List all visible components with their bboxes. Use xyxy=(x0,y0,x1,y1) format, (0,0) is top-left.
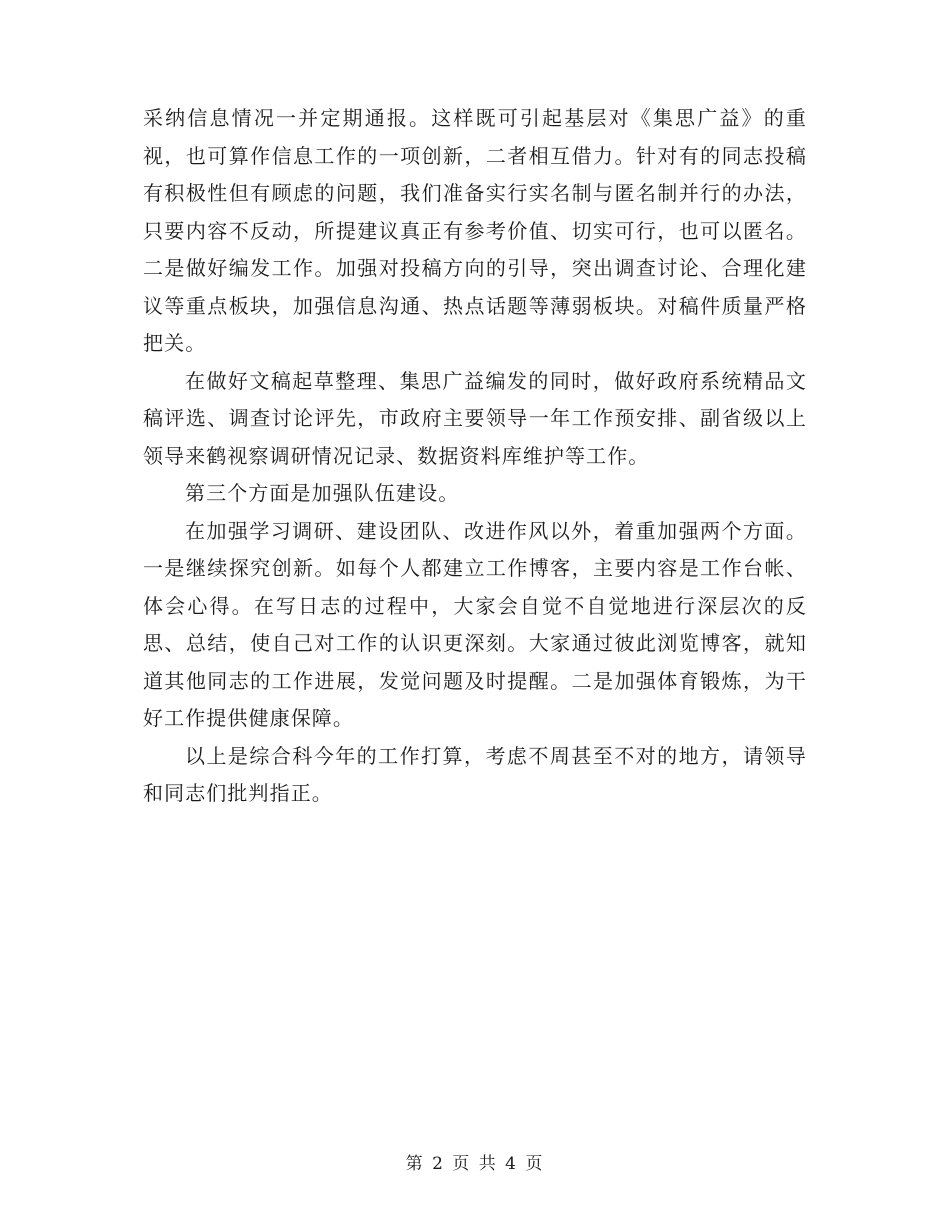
body-text xyxy=(143,100,807,813)
paragraph-section-heading: 第三个方面是加强队伍建设。 xyxy=(185,481,460,505)
paragraph-drafting-work: 在做好文稿起草整理、集思广益编发的同时，做好政府系统精品文稿评选、调查讨论评先，市政府主要领导一年工作预安排、副省级以上领导来鹤视察调研情况记录、数据资料库维护等工作。 xyxy=(143,368,807,468)
paragraph-closing: 以上是综合科今年的工作打算，考虑不周甚至不对的地方，请领导和同志们批判指正。 xyxy=(143,743,807,805)
paragraph-continued: 采纳信息情况一并定期通报。这样既可引起基层对《集思广益》的重视，也可算作信息工作的一项创新，二者相互借力。针对有的同志投稿有积极性但有顾虑的问题，我们准备实行实名制与匿名制并行的办法，只要内容不反动，所提建议真正有参考价值、切实可行，也可以匿名。二是做好编发工作。加强对投稿方向的引导，突出调查讨论、合理化建议等重点板块，加强信息沟通、热点话题等薄弱板块。对稿件质量严格把关。 xyxy=(143,106,807,355)
paragraph-team-building: 在加强学习调研、建设团队、改进作风以外，着重加强两个方面。一是继续探究创新。如每个人都建立工作博客，主要内容是工作台帐、体会心得。在写日志的过程中，大家会自觉不自觉地进行深层次的反思、总结，使自己对工作的认识更深刻。大家通过彼此浏览博客，就知道其他同志的工作进展，发觉问题及时提醒。二是加强体育锻炼，为干好工作提供健康保障。 xyxy=(143,518,807,730)
page-number-footer: 第 2 页 共 4 页 xyxy=(405,1154,545,1174)
